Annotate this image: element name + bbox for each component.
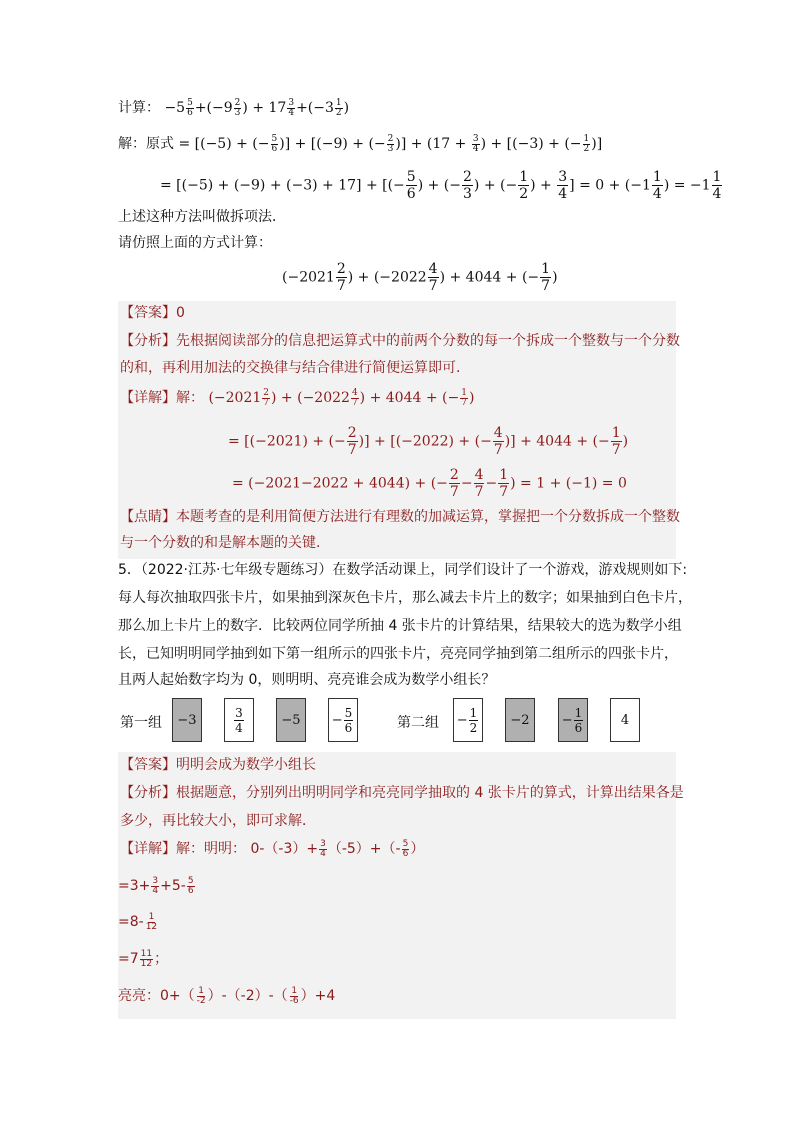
q5-ll-line-1: 亮亮：0+（ $\frac{1}{-2}$ ）-（-2）-（ $\frac{1}{-6}$ ）+4 [118, 985, 336, 1006]
group2-card-3: − $\frac{1}{6}$ [558, 698, 588, 742]
q4-detail-1 [120, 388, 474, 408]
q5-stem-4: 长，已知明明同学抽到如下第一组所示的四张卡片，亮亮同学抽到第二组所示的四张卡片， [118, 646, 678, 662]
example-prompt: 计算： [118, 100, 160, 116]
group2-label: 第二组 [397, 715, 439, 731]
q5-answer [120, 755, 316, 775]
analysis-tag: 【分析】 [120, 333, 176, 349]
group1-card-4: − $\frac{5}{6}$ [328, 698, 358, 742]
group1-card-2 [224, 698, 254, 742]
detail-expression-1: (−2021 $\frac{2}{7}$ ) + (−2022 $\frac{4}{7}$ ) + 4044 + (− $\frac{1}{7}$ ) [208, 387, 475, 408]
q4-analysis-1 [120, 331, 680, 351]
q4-comment-1 [120, 507, 680, 527]
answer-value: 0 [176, 305, 185, 321]
q5-stem-5: 且两人起始数字均为 0，则明明、亮亮谁会成为数学小组长？ [118, 672, 496, 688]
q4-comment-2: 与一个分数的和是解本题的关键. [120, 535, 321, 551]
q4-detail-2: = [(−2021) + (− $\frac{2}{7}$ )] + [(−2022) + (− $\frac{4}{7}$ )] + 4044 + (− $\frac{1}{7}$ ) [228, 425, 629, 458]
q4-answer [120, 303, 185, 323]
ll-label: 亮亮： [118, 988, 160, 1004]
q4-detail-3: = (−2021−2022 + 4044) + (− $\frac{2}{7}$ − $\frac{4}{7}$ − $\frac{1}{7}$ ) = 1 + (−1) = 0 [232, 467, 627, 500]
analysis-text-1: 先根据阅读部分的信息把运算式中的前两个分数的每一个拆成一个整数与一个分数 [176, 333, 680, 349]
method-note: 上述这种方法叫做拆项法． [118, 209, 286, 225]
analysis-text-1: 根据题意，分别列出明明同学和亮亮同学抽取的 4 张卡片的算式，计算出结果各是 [176, 785, 684, 801]
q5-mm-line-4: =7 $\frac{11}{12}$ ； [118, 948, 169, 969]
analysis-tag: 【分析】 [120, 785, 176, 801]
card-fraction: $\frac{5}{6}$ [344, 705, 353, 735]
example-expression: −5 $\frac{5}{6}$ +(−9 $\frac{2}{3}$ ) + 17 $\frac{3}{4}$ +(−3 $\frac{1}{2}$ ) [164, 97, 350, 118]
q5-analysis-1 [120, 783, 684, 803]
group2-card-4: 4 [610, 698, 640, 742]
detail-tag: 【详解】 [120, 390, 176, 406]
card-fraction: $\frac{1}{2}$ [469, 705, 478, 735]
answer-value: 明明会成为数学小组长 [176, 757, 316, 773]
q5-stem-1: 5．（2022·江苏·七年级专题练习）在数学活动课上，同学们设计了一个游戏，游戏规则如下: [118, 562, 688, 578]
comment-text-1: 本题考查的是利用简便方法进行有理数的加减运算，掌握把一个分数拆成一个整数 [176, 509, 680, 525]
answer-tag: 【答案】 [120, 757, 176, 773]
example-solution-line-2: = [(−5) + (−9) + (−3) + 17] + [(− $\frac{5}{6}$ ) + (− $\frac{2}{3}$ ) + (− $\frac{1}{2}$ ) + $\frac{3}{4}$ ] = 0 + (−1 $\frac{1}{4}$ ) = −1 $\frac{1}{4}$ [160, 169, 722, 202]
group2-card-1: − $\frac{1}{2}$ [453, 698, 483, 742]
detail-tag: 【详解】 [120, 841, 176, 857]
comment-tag: 【点睛】 [120, 509, 176, 525]
example-solution-line-1 [118, 134, 602, 154]
solution-label: 解：原式 = [118, 136, 191, 152]
card-fraction: $\frac{1}{6}$ [574, 705, 583, 735]
q5-mm-line-2: =3+ $\frac{3}{4}$ +5- $\frac{5}{6}$ [118, 875, 194, 896]
q5-stem-3: 那么加上卡片上的数字．比较两位同学所抽 4 张卡片的计算结果，结果较大的选为数学小组 [118, 618, 682, 634]
group2-card-2: −2 [505, 698, 535, 742]
group1-label: 第一组 [120, 715, 162, 731]
answer-tag: 【答案】 [120, 305, 176, 321]
example-prompt-line [118, 98, 349, 118]
instruction: 请仿照上面的方式计算： [118, 235, 272, 251]
detail-lead: 解：明明： [176, 841, 246, 857]
q4-analysis-2: 的和，再利用加法的交换律与结合律进行简便运算即可. [120, 360, 461, 376]
group1-card-1: −3 [172, 698, 202, 742]
q5-stem-2: 每人每次抽取四张卡片，如果抽到深灰色卡片，那么减去卡片上的数字；如果抽到白色卡片， [118, 590, 692, 606]
task-expression: (−2021 $\frac{2}{7}$ ) + (−2022 $\frac{4}{7}$ ) + 4044 + (− $\frac{1}{7}$ ) [282, 261, 558, 294]
detail-lead: 解： [176, 390, 204, 406]
q5-mm-line-3: =8- $\frac{1}{12}$ [118, 911, 158, 932]
card-fraction: $\frac{3}{4}$ [235, 705, 243, 735]
mm-line-1: 0-（-3）+ $\frac{3}{4}$ （-5）+（- $\frac{5}{6}$ ） [250, 838, 425, 859]
q5-detail-1 [120, 839, 424, 859]
solution-step-1: [(−5) + (− $\frac{5}{6}$ )] + [(−9) + (− $\frac{2}{3}$ )] + (17 + $\frac{3}{4}$ ) + [(−3) + (− $\frac{1}{2}$ )] [194, 133, 603, 154]
q5-analysis-2: 多少，再比较大小，即可求解． [120, 813, 316, 829]
group1-card-3: −5 [276, 698, 306, 742]
